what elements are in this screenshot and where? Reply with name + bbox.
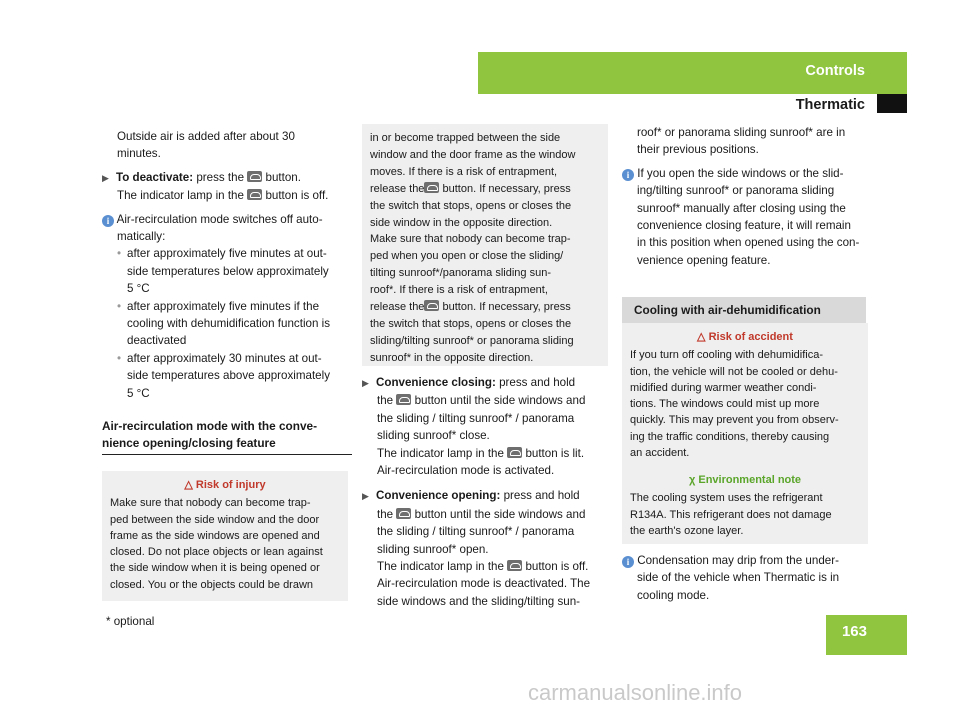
bullet-text: 5 °C: [127, 386, 150, 400]
section-heading: [102, 418, 352, 455]
section-title: Controls: [805, 63, 865, 79]
warning-line: sunroof* in the opposite direction.: [370, 351, 534, 364]
info-line-2: matically:: [117, 230, 166, 244]
warning-line: an accident.: [630, 447, 690, 460]
warning-triangle-icon: △: [697, 331, 706, 343]
opening-line: sliding sunroof* open.: [377, 542, 489, 556]
closing-indicator: [362, 445, 612, 462]
bullet-text: side temperatures below approximately: [127, 264, 329, 278]
release-text-end: button. If necessary, press: [442, 182, 571, 195]
warning-line: the side window when it is being opened or: [110, 562, 320, 575]
warning-line: tions. The windows could mist up more: [630, 398, 820, 411]
closing-label: Convenience closing:: [376, 376, 496, 389]
closing-line: [362, 392, 612, 409]
recirculation-button-icon: [424, 300, 439, 311]
bullet-text: cooling with dehumidification function is: [127, 317, 331, 331]
closing-rest: button until the side windows and: [414, 394, 586, 408]
warning-line: frame as the side windows are opened and: [110, 529, 320, 542]
warning-line: Make sure that nobody can become trap-: [370, 233, 571, 246]
footnote: * optional: [106, 615, 155, 628]
warning-line: ped between the side window and the door: [110, 513, 320, 526]
indicator-text: The indicator lamp in the: [377, 560, 504, 574]
warning-line: tion, the vehicle will not be cooled or dehu-: [630, 365, 838, 378]
info-line: ing/tilting sunroof* or panorama sliding: [637, 184, 835, 198]
indicator-text: The indicator lamp in the: [117, 189, 244, 203]
warning-line: in or become trapped between the side: [370, 132, 561, 144]
warning-line: moves. If there is a risk of entrapment,: [370, 165, 558, 178]
recirculation-button-icon: [424, 182, 439, 193]
warning-box-continued: [362, 124, 608, 366]
indicator-text-end: button is off.: [265, 189, 329, 203]
warning-box-accident: [622, 323, 868, 466]
env-heading: [630, 472, 860, 488]
intro-line-2: minutes.: [117, 147, 161, 161]
closing-line: the sliding / tilting sunroof* / panorama: [377, 411, 575, 425]
warning-line: If you turn off cooling with dehumidifica-: [630, 349, 824, 362]
opening-result: side windows and the sliding/tilting sun-: [377, 594, 581, 608]
info-line: convenience closing feature, it will remain: [637, 219, 851, 233]
info-line: venience opening feature.: [637, 253, 771, 267]
info-line: side of the vehicle when Thermatic is in: [637, 571, 840, 585]
warning-line: the switch that stops, opens or closes the: [370, 317, 572, 330]
list-item: [117, 298, 352, 315]
info-note: [102, 211, 352, 228]
release-text: release the: [370, 182, 425, 195]
watermark: carmanualsonline.info: [528, 680, 743, 705]
warning-line: closed. You or the objects could be drawn: [110, 578, 314, 591]
info-line: sunroof* manually after closing using the: [637, 201, 846, 215]
environmental-note-box: [622, 466, 868, 544]
opening-text: press and hold: [503, 489, 580, 503]
bullet-icon: •: [117, 299, 122, 313]
column-1: [102, 128, 352, 455]
recirculation-button-icon: [396, 508, 411, 519]
deactivate-step: [102, 169, 352, 187]
step-arrow-icon: ▶: [362, 491, 369, 502]
opening-line: the sliding / tilting sunroof* / panorama: [377, 525, 575, 539]
warning-title: Risk of accident: [708, 331, 793, 343]
recirculation-button-icon: [247, 189, 262, 200]
info-note: [622, 552, 872, 569]
condensation-note: [622, 552, 872, 604]
subsection-title: Thermatic: [795, 97, 865, 113]
closing-line: sliding sunroof* close.: [377, 429, 490, 443]
warning-line: ing the traffic conditions, thereby causing: [630, 430, 830, 443]
section-header-bar: [478, 52, 907, 94]
opening-step: [362, 487, 612, 505]
warning-line: [370, 181, 600, 198]
list-item: [117, 245, 352, 262]
warning-heading: [110, 477, 340, 493]
warning-line: the switch that stops, opens or closes the: [370, 199, 572, 212]
warning-triangle-icon: △: [184, 479, 193, 491]
bullet-icon: •: [117, 247, 122, 261]
warning-line: tilting sunroof*/panorama sliding sun-: [370, 267, 551, 280]
closing-step: [362, 374, 612, 392]
deactivate-label: To deactivate:: [116, 170, 194, 184]
info-icon: i: [622, 169, 634, 181]
recirculation-button-icon: [507, 560, 522, 571]
bullet-text: side temperatures above approximately: [127, 369, 330, 383]
recirculation-button-icon: [247, 171, 262, 182]
closing-result: Air-recirculation mode is activated.: [377, 464, 555, 478]
warning-line: roof*. If there is a risk of entrapment,: [370, 284, 548, 297]
deactivate-text-end: button.: [265, 170, 301, 184]
indicator-text-end: button is lit.: [525, 446, 585, 460]
bullet-text: after approximately five minutes if the: [127, 299, 320, 313]
page-number: 163: [841, 623, 867, 640]
heading-line-1: Air-recirculation mode with the conve-: [102, 419, 317, 434]
info-note: [622, 165, 872, 182]
release-text-end: button. If necessary, press: [442, 301, 571, 314]
bullet-icon: •: [117, 351, 122, 365]
warning-line: window and the door frame as the window: [370, 148, 576, 161]
heading-line-2: nience opening/closing feature: [102, 436, 276, 451]
recirculation-button-icon: [396, 394, 411, 405]
indicator-text-end: button is off.: [525, 560, 589, 574]
warning-line: closed. Do not place objects or lean against: [110, 546, 323, 559]
info-line: in this position when opened using the con-: [637, 236, 860, 250]
recirculation-button-icon: [507, 447, 522, 458]
deactivate-text: press the: [196, 170, 245, 184]
leaf-icon: χ: [688, 474, 696, 486]
bullet-text: after approximately 30 minutes at out-: [127, 351, 322, 365]
info-line-1: Air-recirculation mode switches off auto-: [116, 212, 323, 226]
continued-line: roof* or panorama sliding sunroof* are in: [637, 126, 846, 139]
bullet-text: deactivated: [127, 334, 187, 348]
warning-line: Make sure that nobody can become trap-: [110, 497, 311, 510]
info-icon: i: [622, 556, 634, 568]
step-arrow-icon: ▶: [102, 172, 109, 183]
opening-result: Air-recirculation mode is deactivated. The: [377, 577, 591, 591]
env-line: The cooling system uses the refrigerant: [630, 492, 823, 505]
info-icon: i: [102, 215, 114, 227]
warning-line: sliding/tilting sunroof* or panorama sliding: [370, 334, 574, 347]
step-arrow-icon: ▶: [362, 378, 369, 388]
column-2-steps: [362, 374, 612, 610]
list-item: [117, 350, 352, 367]
env-line: the earth's ozone layer.: [630, 524, 744, 537]
opening-rest: button until the side windows and: [414, 507, 586, 521]
opening-indicator: [362, 558, 612, 575]
bullet-text: after approximately five minutes at out-: [127, 247, 327, 261]
info-line: Condensation may drip from the under-: [637, 554, 839, 567]
page-number-box: [826, 615, 907, 655]
intro-line-1: Outside air is added after about 30: [117, 130, 295, 143]
warning-line: ped when you open or close the sliding/: [370, 250, 564, 263]
indicator-line: [102, 187, 352, 204]
continued-line: their previous positions.: [637, 143, 759, 157]
env-line: R134A. This refrigerant does not damage: [630, 508, 832, 521]
closing-text: press and hold: [499, 376, 576, 389]
opening-label: Convenience opening:: [376, 489, 501, 503]
warning-line: quickly. This may prevent you from observ-: [630, 414, 839, 427]
release-text: release the: [370, 301, 425, 314]
column-3: [622, 124, 872, 269]
warning-title: Risk of injury: [195, 479, 266, 491]
info-line: If you open the side windows or the slid-: [637, 166, 844, 180]
bullet-list: [102, 245, 352, 402]
warning-box-injury: [102, 471, 348, 601]
section-bar-cooling: Cooling with air-dehumidification: [622, 297, 866, 323]
bullet-text: 5 °C: [127, 282, 150, 296]
opening-the: the: [377, 507, 394, 521]
env-title: Environmental note: [698, 474, 802, 486]
warning-line: side window in the opposite direction.: [370, 216, 553, 229]
warning-line: midified during warmer weather condi-: [630, 381, 817, 394]
warning-heading: [630, 329, 860, 345]
opening-line: [362, 506, 612, 523]
indicator-text: The indicator lamp in the: [377, 446, 504, 460]
header-marker: [877, 94, 907, 113]
warning-line: [370, 299, 600, 316]
info-line: cooling mode.: [637, 588, 710, 602]
closing-the: the: [377, 394, 394, 408]
